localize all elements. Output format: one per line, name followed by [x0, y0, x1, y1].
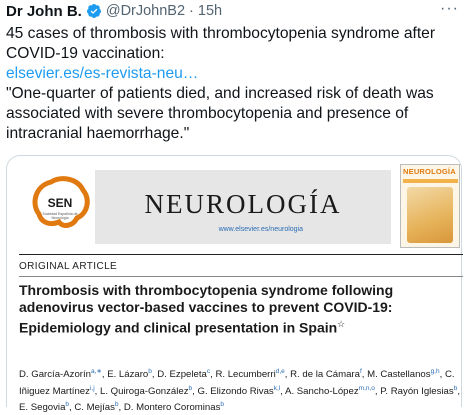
author-name-item: D. Ezpeleta — [157, 369, 207, 381]
author-name-item: R. de la Cámara — [290, 369, 360, 381]
author-name-item: C. Mejías — [74, 402, 115, 414]
author-name[interactable]: Dr John B. — [6, 2, 82, 20]
author-name-item: D. Montero Corominas — [123, 402, 221, 414]
sen-logo-text: SEN — [47, 196, 73, 210]
divider-top — [19, 254, 463, 255]
verified-badge-icon — [86, 3, 102, 19]
author-list: D. García-Azorín$^{a,∗}$, E. Lázaro$^b$, D. Ezpeleta$^c$, R. Lecumberri$^{d,e}$, R. de la Cámara$^f$, M. Castellanos$^{g,h}$, C. Iñiguez Martínez$^{i,j}$, L. Quiroga-González$^b$, G. Elizondo Rivas$^{k,l}$, A. Sancho-López$^{m,n,o}$, P. Rayón Iglesias$^b$, E. Segovia$^b$, C. Mejías$^b$, D. Montero Corominas$^b$ — [19, 368, 460, 414]
section-label: ORIGINAL ARTICLE — [19, 261, 118, 272]
tweet-link[interactable]: elsevier.es/es-revista-neu… — [6, 65, 199, 82]
tweet-timestamp[interactable]: 15h — [197, 3, 223, 19]
author-affiliation: b — [188, 384, 193, 392]
tweet-body — [6, 24, 458, 144]
author-name-item: M. Castellanos — [367, 369, 431, 381]
author-affiliation: f — [359, 368, 362, 375]
author-affiliation: g,h — [430, 368, 440, 375]
author-affiliation: b — [65, 401, 70, 409]
author-name-item: L. Quiroga-González — [99, 385, 189, 397]
journal-url: www.elsevier.es/neurologia — [218, 226, 303, 233]
author-affiliation: b — [114, 401, 119, 409]
divider-section — [19, 276, 463, 277]
tweet-quote: "One-quarter of patients died, and increased risk of death was associated with severe thrombocytopenia and presence of intracranial haemorrhage." — [6, 85, 434, 142]
author-handle[interactable]: @DrJohnB2 — [105, 3, 186, 19]
author-name-item: P. Rayón Iglesias — [380, 385, 454, 397]
title-footnote-mark: ☆ — [337, 319, 346, 329]
author-affiliation: b — [453, 384, 458, 392]
more-options-icon[interactable]: ··· — [440, 0, 459, 17]
cover-band — [403, 179, 458, 183]
author-name-item: C. Iñiguez Martínez — [19, 369, 455, 397]
author-affiliation: m,n,o — [358, 384, 375, 392]
author-affiliation: i,j — [89, 384, 95, 392]
author-name-item: D. García-Azorín — [19, 369, 91, 381]
tweet-media-card[interactable] — [6, 155, 462, 414]
sen-logo — [29, 174, 91, 234]
author-name-item: E. Segovia — [19, 402, 66, 414]
author-name-item: R. Lecumberri — [215, 369, 276, 381]
author-affiliation: d,e — [275, 368, 285, 375]
author-name-item: E. Lázaro — [107, 369, 149, 381]
author-affiliation: c — [206, 368, 211, 375]
cover-image — [407, 187, 453, 243]
cover-title: NEUROLOGÍA — [403, 167, 456, 176]
article-title — [19, 282, 419, 337]
tweet-text-line: 45 cases of thrombosis with thrombocytopenia syndrome after COVID-19 vaccination: — [6, 25, 436, 62]
author-affiliation: k,l — [273, 384, 281, 392]
journal-title: NEUROLOGÍA — [144, 189, 342, 219]
journal-banner — [95, 170, 391, 244]
author-name-item: G. Elizondo Rivas — [197, 385, 274, 397]
separator-dot: · — [189, 3, 194, 19]
author-affiliation: b — [220, 401, 225, 409]
tweet-header — [6, 2, 222, 20]
journal-cover — [400, 164, 460, 248]
article-title-text: Thrombosis with thrombocytopenia syndrome following adenovirus vector-based vaccines to prevent COVID-19: Epidemiology and clinical presentation in Spain — [19, 282, 394, 336]
sen-logo-subtext: Sociedad Española de Neurología — [42, 212, 78, 220]
author-name-item: A. Sancho-López — [285, 385, 359, 397]
author-affiliation: b — [148, 368, 152, 375]
author-affiliation: a,∗ — [90, 368, 102, 375]
